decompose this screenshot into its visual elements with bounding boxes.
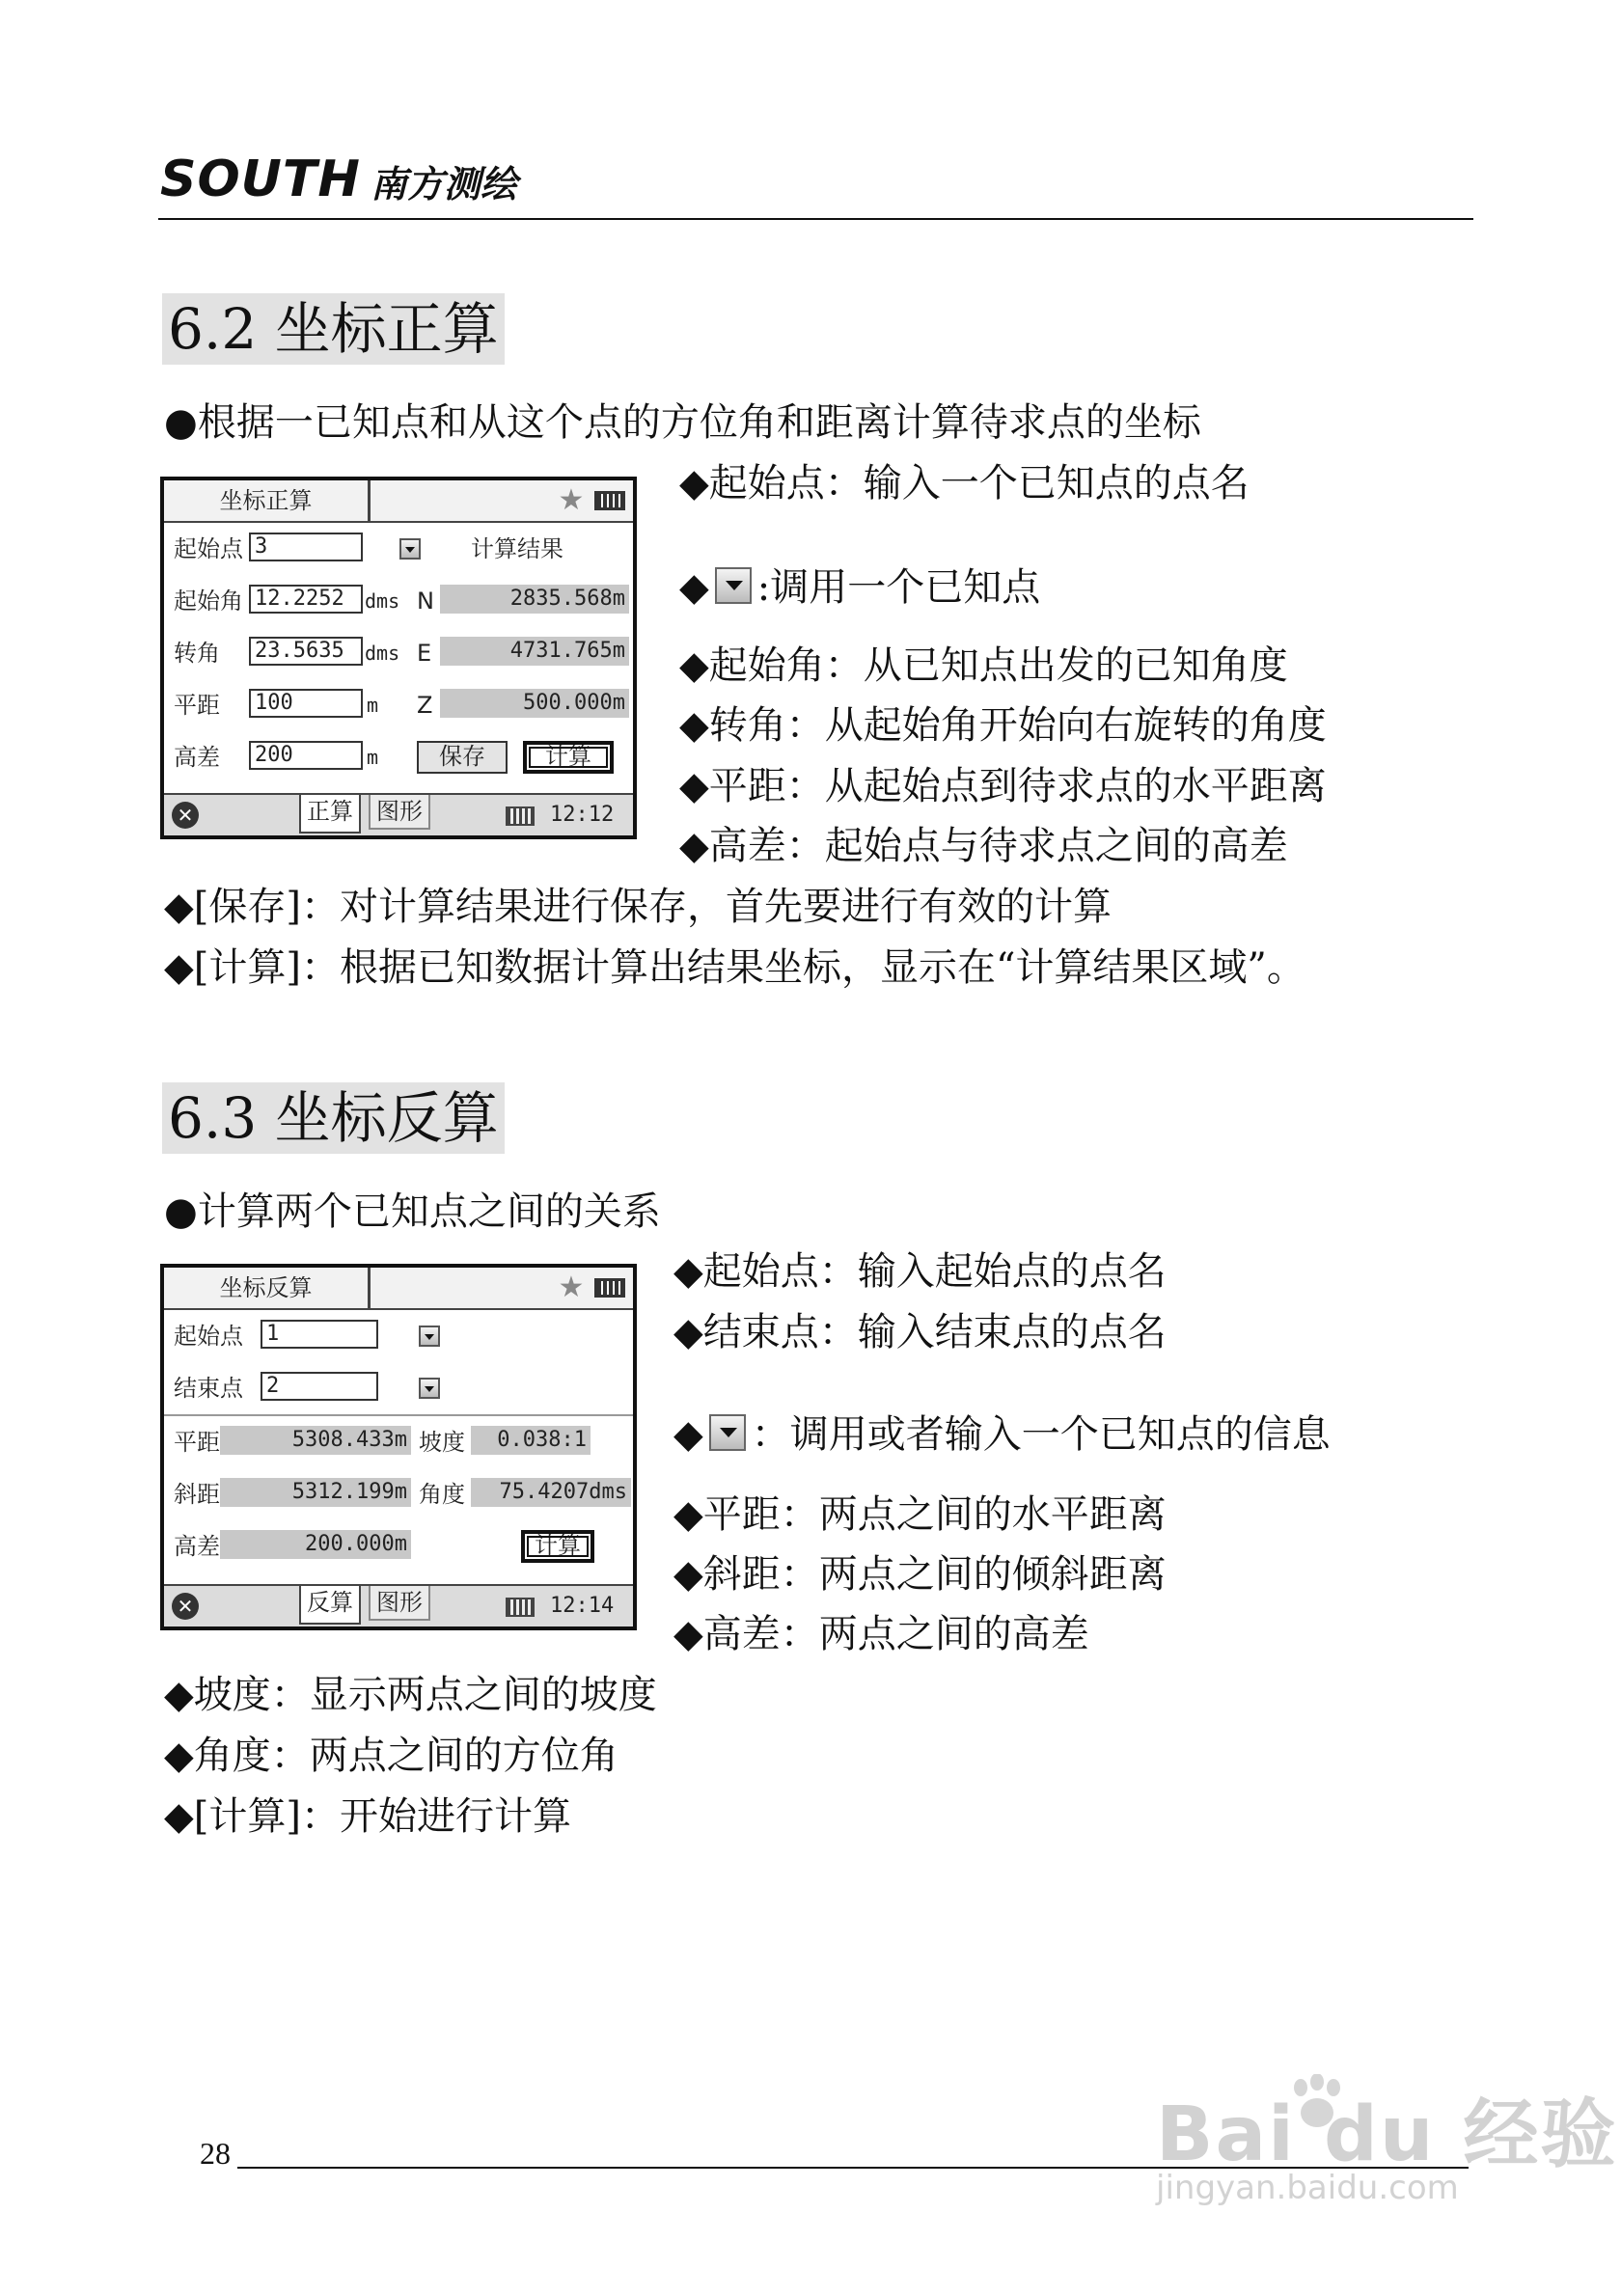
item-dropdown-text: ：调用或者输入一个已知点的信息 [751, 1412, 1331, 1457]
brand-name-cn: 南方测绘 [370, 163, 517, 205]
unit-dms: dms [365, 642, 400, 665]
slant-distance-label: 斜距 [174, 1481, 220, 1508]
keyboard-icon[interactable] [506, 1598, 535, 1617]
section-intro-forward: ●根据一已知点和从这个点的方位角和距离计算待求点的坐标 [164, 400, 1201, 445]
slope-value: 0.038:1 [471, 1426, 591, 1455]
battery-icon [594, 491, 625, 510]
n-label: N [417, 588, 434, 615]
height-diff-label: 高差 [174, 744, 220, 771]
distance-label: 平距 [174, 1429, 220, 1456]
item-height-diff: ◆高差：起始点与待求点之间的高差 [679, 824, 1288, 868]
bullet: ◆ [679, 565, 709, 610]
watermark-logo: Bai du 经验 [1156, 2091, 1618, 2178]
clock-time: 12:12 [550, 803, 615, 827]
slant-distance-value: 5312.199m [220, 1478, 411, 1507]
item-slant-distance: ◆斜距：两点之间的倾斜距离 [673, 1552, 1167, 1597]
z-value: 500.000m [440, 689, 629, 718]
unit-m: m [367, 746, 379, 769]
chevron-down-icon[interactable] [419, 1326, 440, 1347]
item-start-angle: ◆起始角：从已知点出发的已知角度 [679, 643, 1288, 688]
keyboard-icon[interactable] [506, 806, 535, 826]
start-point-label: 起始点 [174, 535, 243, 562]
height-diff-label: 高差 [174, 1533, 220, 1560]
item-dropdown [679, 563, 1040, 612]
clock-time: 12:14 [550, 1594, 615, 1618]
item-turn-angle: ◆转角：从起始角开始向右旋转的角度 [679, 703, 1327, 748]
chevron-down-icon [709, 1414, 746, 1451]
start-angle-input[interactable]: 12.2252 [249, 585, 363, 614]
item-save: ◆[保存]：对计算结果进行保存，首先要进行有效的计算 [164, 885, 1112, 929]
section-title-forward: 6.2 坐标正算 [162, 293, 505, 365]
star-icon: ★ [558, 483, 585, 517]
start-angle-label: 起始角 [174, 588, 243, 615]
calc-button[interactable]: 计算 [523, 741, 614, 774]
watermark-url: jingyan.baidu.com [1156, 2169, 1459, 2207]
unit-m: m [367, 694, 379, 717]
item-dropdown-text: :调用一个已知点 [756, 565, 1041, 610]
tab-graphic[interactable]: 图形 [369, 1586, 430, 1621]
item-calc: ◆[计算]：根据已知数据计算出结果坐标，显示在“计算结果区域”。 [164, 945, 1305, 990]
close-icon[interactable]: ✕ [172, 802, 199, 829]
item-slope: ◆坡度：显示两点之间的坡度 [164, 1673, 657, 1717]
height-diff-input[interactable]: 200 [249, 741, 363, 770]
e-value: 4731.765m [440, 637, 629, 666]
battery-icon [594, 1278, 625, 1298]
end-point-label: 结束点 [174, 1375, 243, 1402]
end-point-input[interactable]: 2 [261, 1372, 378, 1401]
screen-titlebar [164, 1268, 633, 1310]
brand-logo [160, 150, 517, 208]
tab-graphic[interactable]: 图形 [369, 795, 430, 830]
screen-title: 坐标正算 [164, 480, 371, 521]
section-title-inverse: 6.3 坐标反算 [162, 1082, 505, 1154]
item-start-point: ◆起始点：输入起始点的点名 [673, 1249, 1167, 1294]
screen-titlebar [164, 480, 633, 523]
item-dropdown [673, 1410, 1331, 1459]
chevron-down-icon[interactable] [399, 538, 421, 560]
distance-input[interactable]: 100 [249, 689, 363, 718]
distance-label: 平距 [174, 692, 220, 719]
start-point-input[interactable]: 1 [261, 1320, 378, 1349]
brand-name-en: SOUTH [160, 150, 361, 208]
section-intro-inverse: ●计算两个已知点之间的关系 [164, 1189, 661, 1234]
chevron-down-icon [715, 567, 752, 604]
z-label: Z [417, 692, 433, 719]
item-distance: ◆平距：从起始点到待求点的水平距离 [679, 764, 1327, 808]
slope-label: 坡度 [419, 1429, 465, 1456]
calc-button[interactable]: 计算 [521, 1530, 594, 1563]
distance-value: 5308.433m [220, 1426, 411, 1455]
page-number: 28 [200, 2136, 231, 2171]
bullet: ◆ [673, 1412, 703, 1457]
chevron-down-icon[interactable] [419, 1378, 440, 1399]
height-diff-value: 200.000m [220, 1530, 411, 1559]
tab-forward[interactable]: 正算 [299, 795, 361, 834]
forward-calc-screenshot [160, 477, 637, 839]
start-point-input[interactable]: 3 [249, 533, 363, 561]
header-rule [158, 218, 1473, 220]
tab-inverse[interactable]: 反算 [299, 1586, 361, 1625]
close-icon[interactable]: ✕ [172, 1593, 199, 1620]
start-point-label: 起始点 [174, 1323, 243, 1350]
screen-taskbar [164, 793, 633, 835]
star-icon: ★ [558, 1271, 585, 1304]
screen-title: 坐标反算 [164, 1268, 371, 1308]
e-label: E [417, 640, 432, 667]
n-value: 2835.568m [440, 585, 629, 614]
turn-angle-label: 转角 [174, 640, 220, 667]
item-calc: ◆[计算]：开始进行计算 [164, 1794, 571, 1839]
angle-label: 角度 [419, 1481, 465, 1508]
item-start-point: ◆起始点：输入一个已知点的点名 [679, 461, 1250, 506]
result-area-label: 计算结果 [471, 535, 563, 562]
turn-angle-input[interactable]: 23.5635 [249, 637, 363, 666]
item-angle: ◆角度：两点之间的方位角 [164, 1734, 618, 1778]
angle-value: 75.4207dms [471, 1478, 631, 1507]
screen-taskbar [164, 1584, 633, 1626]
save-button[interactable]: 保存 [417, 741, 508, 774]
unit-dms: dms [365, 589, 400, 613]
item-distance: ◆平距：两点之间的水平距离 [673, 1492, 1167, 1537]
item-end-point: ◆结束点：输入结束点的点名 [673, 1310, 1167, 1354]
inverse-calc-screenshot [160, 1264, 637, 1630]
item-height-diff: ◆高差：两点之间的高差 [673, 1612, 1089, 1656]
